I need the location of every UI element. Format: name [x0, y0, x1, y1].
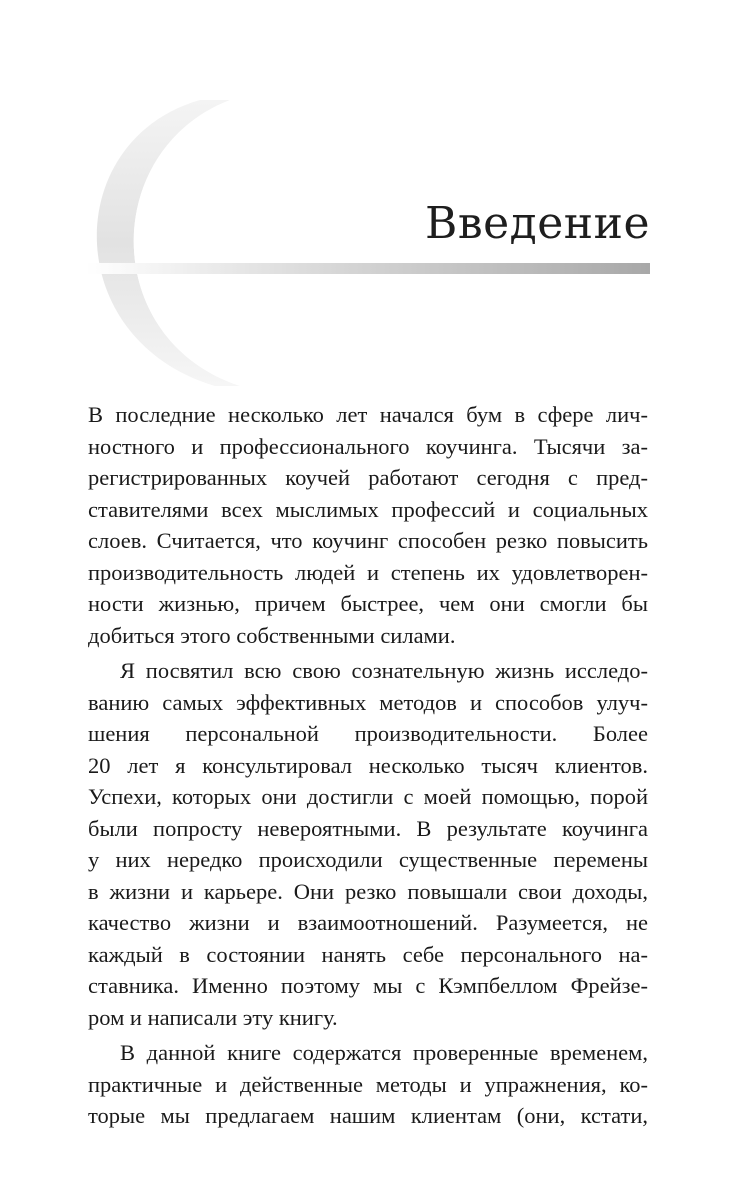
text-line: ностного и профессионального коучинга. Тысячи за- — [88, 433, 648, 459]
body-text — [88, 399, 648, 1132]
text-line: регистрированных коучей работают сегодня с пред- — [88, 465, 648, 490]
text-line: ставителями всех мыслимых профессий и социальных — [88, 496, 648, 522]
text-line: шения персональной производительности. Более — [88, 721, 648, 746]
chapter-title: Введение — [425, 198, 650, 249]
paragraph-2 — [88, 655, 648, 1033]
text-line: ванию самых эффективных методов и способов улуч- — [88, 689, 648, 715]
text-line: Я посвятил всю свою сознательную жизнь исследо- — [120, 658, 648, 683]
text-line: торые мы предлагаем нашим клиентам (они, кстати, — [88, 1103, 648, 1128]
text-line: Успехи, которых они достигли с моей помощью, порой — [88, 784, 648, 809]
text-line: каждый в состоянии нанять себе персонального на- — [88, 941, 648, 967]
text-line: В данной книге содержатся проверенные временем, — [120, 1040, 648, 1065]
text-line: производительность людей и степень их удовлетворен- — [88, 559, 648, 585]
text-line: практичные и действенные методы и упражнения, ко- — [88, 1071, 648, 1097]
text-line: в жизни и карьере. Они резко повышали свои доходы, — [88, 878, 648, 904]
text-line: В последние несколько лет начался бум в сфере лич- — [88, 402, 648, 427]
text-line: ности жизнью, причем быстрее, чем они смогли бы — [88, 591, 648, 616]
text-line: слоев. Считается, что коучинг способен резко повысить — [88, 528, 648, 553]
text-line: качество жизни и взаимоотношений. Разумеется, не — [88, 910, 648, 935]
text-line: 20 лет я консультировал несколько тысяч клиентов. — [88, 752, 648, 778]
title-underline-bar — [86, 263, 650, 274]
text-line: ставника. Именно поэтому мы с Кэмпбеллом Фрейзе- — [88, 973, 648, 998]
paragraph-1 — [88, 399, 648, 651]
text-line: ром и написали эту книгу. — [88, 1004, 338, 1030]
text-line: были попросту невероятными. В результате коучинга — [88, 815, 648, 841]
text-line: добиться этого собственными силами. — [88, 622, 456, 648]
paragraph-3 — [88, 1037, 648, 1132]
text-line: у них нередко происходили существенные перемены — [88, 847, 648, 872]
